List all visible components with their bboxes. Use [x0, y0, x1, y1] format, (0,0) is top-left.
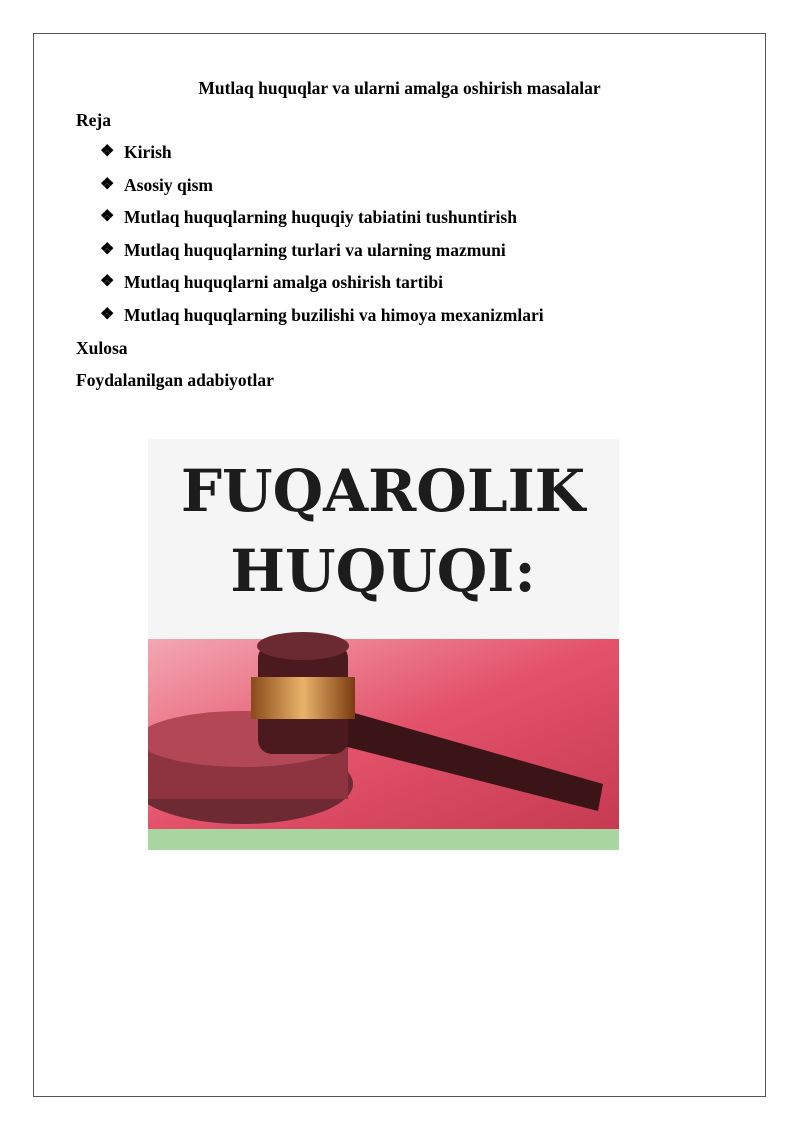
document-title: Mutlaq huquqlar va ularni amalga oshirish masalalar	[198, 78, 601, 98]
bullet-icon: ❖	[100, 175, 115, 193]
figure-graphic	[148, 439, 619, 850]
list-item	[100, 304, 544, 337]
bullet-icon: ❖	[100, 240, 115, 258]
figure-image	[148, 439, 619, 850]
plan-item-label: Mutlaq huquqlarning buzilishi va himoya mexanizmlari	[124, 304, 544, 325]
figure-line1: FUQAROLIK	[180, 457, 586, 525]
plan-item-label: Mutlaq huquqlarning turlari va ularning mazmuni	[124, 239, 506, 260]
figure-bottom-band	[148, 829, 619, 850]
bullet-icon: ❖	[100, 273, 115, 291]
plan-item-label: Mutlaq huquqlarni amalga oshirish tartibi	[124, 272, 443, 293]
bullet-icon: ❖	[100, 208, 115, 226]
plan-item-label: Kirish	[124, 142, 172, 162]
list-item	[100, 174, 544, 207]
plan-item-label: Mutlaq huquqlarning huquqiy tabiatini tushuntirish	[124, 207, 517, 228]
list-item	[100, 239, 544, 272]
bullet-icon: ❖	[100, 143, 115, 160]
plan-item-label: Asosiy qism	[124, 174, 213, 195]
list-item	[100, 206, 544, 239]
bullet-icon: ❖	[100, 305, 115, 323]
references-heading: Foydalanilgan adabiyotlar	[76, 370, 274, 390]
plan-heading: Reja	[76, 110, 111, 130]
conclusion-heading: Xulosa	[76, 338, 128, 358]
list-item	[100, 271, 544, 304]
figure-line2: HUQUQI:	[230, 537, 536, 605]
list-item	[100, 141, 544, 174]
plan-list	[100, 141, 544, 337]
